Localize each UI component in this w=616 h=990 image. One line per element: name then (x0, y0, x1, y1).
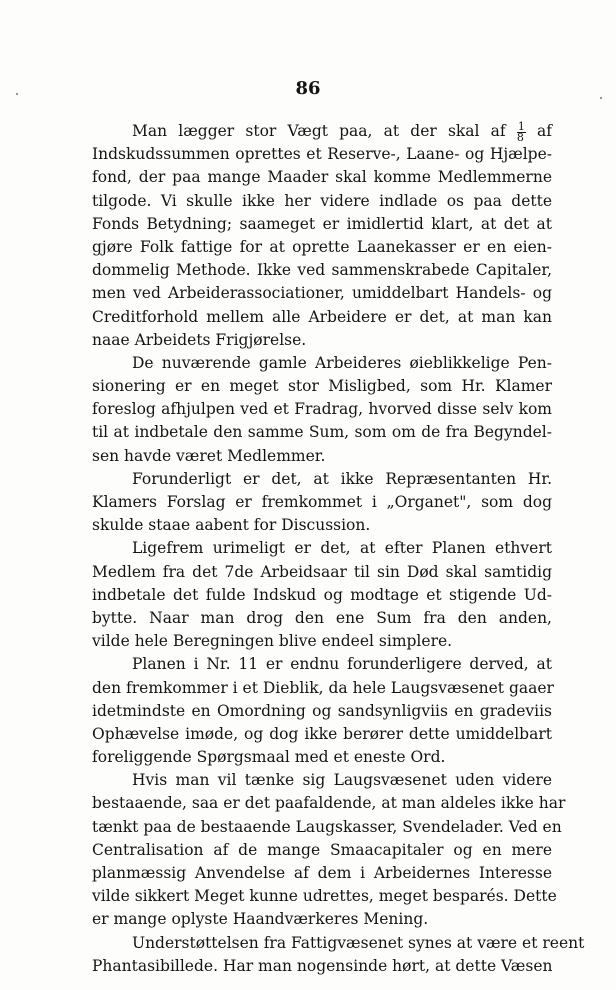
text-line (92, 700, 552, 723)
text-line (92, 190, 552, 213)
text-line (92, 352, 552, 375)
text-line-content: sionering er en meget stor Misligbed, som Hr. Klamer (92, 377, 552, 396)
text-line-content: planmæssig Anvendelse af dem i Arbeidernes Interesse (92, 864, 552, 882)
body-text (92, 119, 585, 978)
text-line-content: men ved Arbeiderassociationer, umiddelbart Handels- og (92, 284, 552, 303)
text-line-content: Understøttelsen fra Fattigvæsenet synes at være et reent (132, 933, 585, 952)
text-line-content: Phantasibillede. Har man nogensinde hørt, at dette Væsen (92, 956, 553, 975)
text-line-content: De nuværende gamle Arbeideres øieblikkelige Pen- (132, 353, 552, 372)
text-line (92, 885, 557, 908)
text-line (92, 584, 552, 607)
text-line (92, 537, 552, 560)
text-line-content: tilgode. Vi skulle ikke her videre indlade os paa dette (92, 191, 552, 210)
text-line-content: til at indbetale den samme Sum, som om de fra Begyndel- (92, 423, 552, 442)
text-line-content: Centralisation af de mange Smaacapitaler og en mere (92, 840, 552, 859)
text-line-content: fond, der paa mange Maader skal komme Medlemmerne (92, 168, 552, 187)
text-line (92, 236, 552, 259)
text-line (92, 213, 552, 236)
text-line-content: dommelig Methode. Ikke ved sammenskrabede Capitaler, (92, 261, 552, 280)
text-line-content: Forunderligt er det, at ikke Repræsentanten Hr. (132, 469, 552, 488)
text-line (92, 120, 552, 143)
text-line-content: bytte. Naar man drog den ene Sum fra den anden, (92, 608, 552, 627)
text-line-content: vilde sikkert Meget kunne udrettes, meget besparés. Dette (92, 887, 557, 906)
text-line-content: Medlem fra det 7de Arbeidsaar til sin Død skal samtidig (92, 562, 552, 581)
text-line-content: Klamers Forslag er fremkommet i „Organet", som dog (92, 493, 552, 511)
text-line-content: naae Arbeidets Frigjørelse. (92, 330, 307, 349)
text-line (92, 166, 552, 189)
text-line (92, 421, 552, 444)
text-line (92, 955, 552, 978)
text-line (92, 908, 552, 931)
text-line-content: Man lægger stor Vægt paa, at der skal af (132, 122, 506, 140)
text-line (92, 143, 552, 166)
fraction-numerator: 1 (517, 119, 525, 133)
text-line-content: tænkt paa de bestaaende Laugskasser, Svendelader. Ved en (92, 817, 562, 836)
text-line-content: Hvis man vil tænke sig Laugsvæsenet uden videre (132, 771, 552, 790)
text-line (92, 653, 552, 676)
text-line (92, 259, 552, 282)
text-line (92, 932, 585, 955)
text-line-content: den fremkommer i et Dieblik, da hele Laugsvæsenet gaaer (92, 678, 554, 697)
text-line (92, 398, 552, 421)
text-line-content: sen havde været Medlemmer. (92, 446, 326, 465)
text-line (92, 862, 552, 885)
text-line (92, 839, 552, 862)
text-line (92, 792, 566, 815)
fraction-denominator: 8 (516, 130, 524, 144)
text-line-content: foreslog afhjulpen ved et Fradrag, hvorved disse selv kom (92, 400, 552, 419)
text-line (92, 607, 552, 630)
text-line-content: idetmindste en Omordning og sandsynligviis en gradeviis (92, 701, 552, 720)
text-line (92, 630, 552, 653)
text-line-content: Indskudssummen oprettes et Reserve-, Laane- og Hjælpe- (92, 145, 552, 164)
text-line (92, 816, 562, 839)
text-line-content: Fonds Betydning; saameget er imidlertid klart, at det at (92, 214, 552, 233)
text-line (92, 491, 552, 514)
text-line-content: er mange oplyste Haandværkeres Mening. (92, 910, 429, 929)
text-line-content: Planen i Nr. 11 er endnu forunderligere derved, at (132, 655, 552, 674)
text-line (92, 677, 552, 700)
text-line-content: Ophævelse imøde, og dog ikke berører dette umiddelbart (92, 724, 552, 743)
text-line (92, 375, 552, 398)
text-line-content: Creditforhold mellem alle Arbeidere er det, at man kan (92, 307, 552, 326)
text-line (92, 514, 552, 537)
text-line-content: Ligefrem urimeligt er det, at efter Planen ethvert (132, 539, 552, 558)
text-line-content: foreliggende Spørgsmaal med et eneste Ord. (92, 748, 446, 767)
text-line (92, 561, 552, 584)
text-line (92, 723, 552, 746)
text-line-tail: af (537, 122, 552, 140)
text-line (92, 746, 552, 769)
text-line-content: skulde staae aabent for Discussion. (92, 516, 371, 535)
text-line-content: gjøre Folk fattige for at oprette Laanekasser er en eien- (92, 237, 552, 256)
text-line (92, 306, 552, 329)
text-line (92, 445, 552, 468)
text-line-content: bestaaende, saa er det paafaldende, at man aldeles ikke har (92, 794, 566, 813)
fraction (516, 119, 526, 144)
text-line-content: indbetale det fulde Indskud og modtage et stigende Ud- (92, 585, 552, 604)
text-line (92, 468, 552, 491)
text-line-content: vilde hele Beregningen blive endeel simplere. (92, 632, 453, 651)
text-line (92, 329, 552, 352)
text-line (92, 282, 552, 305)
text-line (92, 769, 552, 792)
page-number: 86 (295, 78, 321, 99)
